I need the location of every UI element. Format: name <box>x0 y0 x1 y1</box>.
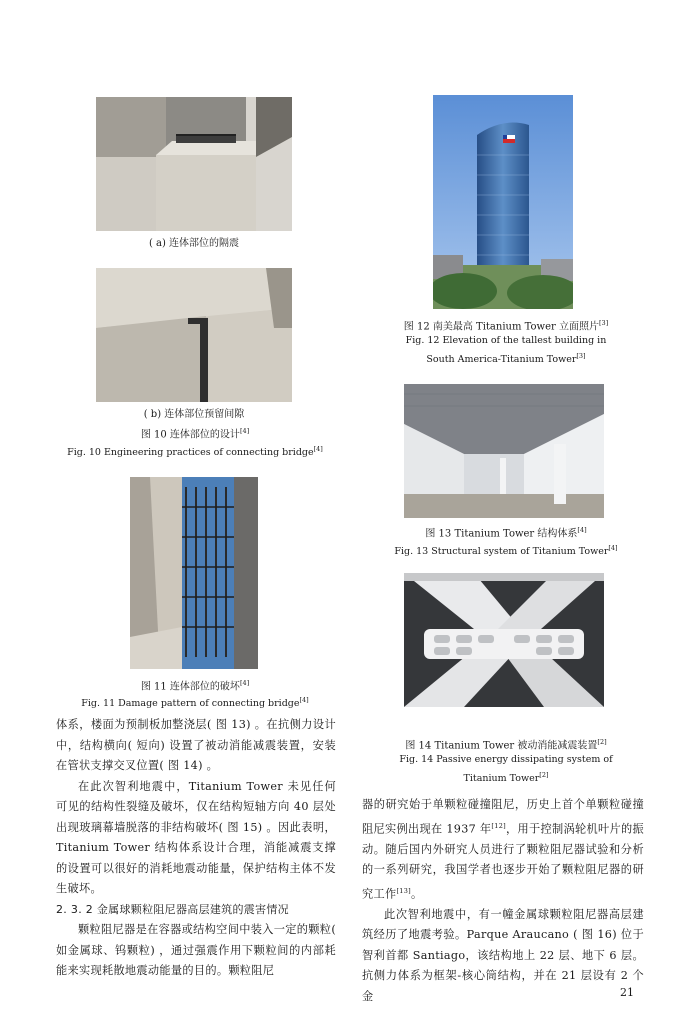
fig10a-caption: ( a) 连体部位的隔震 <box>148 238 240 249</box>
section-heading-2-3-2: 2. 3. 2 金属球颗粒阻尼器高层建筑的震害情况 <box>56 902 289 916</box>
right-paragraph-1: 器的研究始于单颗粒碰撞阻尼，历史上首个单颗粒碰撞阻尼实例出现在 1937 年[12]，用于控制涡轮机叶片的振动。随后国内外研究人员进行了颗粒阻尼器试验和分析的一系列研究，我国学者也逐步开始了颗粒阻尼器的研究工作[13]。 <box>362 798 644 901</box>
fig10-title-zh: 图 10 连体部位的设计[4] <box>140 427 250 441</box>
fig12-title-en-line1: Fig. 12 Elevation of the tallest building in <box>405 335 607 346</box>
fig10b-caption: ( b) 连体部位预留间隙 <box>143 409 245 420</box>
right-column-text <box>362 795 644 1007</box>
fig12-title-en-line2: South America-Titanium Tower[3] <box>426 352 586 366</box>
fig14-title-en-line1: Fig. 14 Passive energy dissipating system of <box>399 754 613 765</box>
left-column-text <box>56 715 336 982</box>
fig14-title-zh: 图 14 Titanium Tower 被动消能减震装置[2] <box>405 738 607 752</box>
fig11-title-en: Fig. 11 Damage pattern of connecting bridge[4] <box>81 696 309 710</box>
left-paragraph-3: 颗粒阻尼器是在容器或结构空间中装入一定的颗粒( 如金属球、钨颗粒) ，通过强震作用下颗粒间的内部耗能来实现耗散地震动能量的目的。颗粒阻尼 <box>56 923 336 977</box>
fig10b-photo <box>96 268 292 402</box>
fig13-photo <box>404 384 604 518</box>
fig13-title-en: Fig. 13 Structural system of Titanium Tower[4] <box>394 544 618 558</box>
fig10a-photo <box>96 97 292 231</box>
fig13-title-zh: 图 13 Titanium Tower 结构体系[4] <box>425 526 587 540</box>
fig14-photo <box>404 573 604 707</box>
right-paragraph-2: 此次智利地震中，有一幢金属球颗粒阻尼器高层建筑经历了地震考验。Parque Araucano ( 图 16) 位于智利首都 Santiago，该结构地上 22 层、地下 6 层。抗侧力体系为框架-核心筒结构，并在 21 层设有 2 个金 <box>362 907 644 1003</box>
left-paragraph-2: 在此次智利地震中，Titanium Tower 未见任何可见的结构性裂缝及破坏，仅在结构短轴方向 40 层处出现玻璃幕墙脱落的非结构破坏( 图 15) 。因此表明，Titanium Tower 结构体系设计合理，消能减震支撑的设置可以很好的消耗地震动能量，保护结构主体不发生破坏。 <box>56 779 336 895</box>
page-number: 21 <box>620 986 634 999</box>
fig10-title-en: Fig. 10 Engineering practices of connecting bridge[4] <box>67 445 323 459</box>
fig12-photo <box>433 95 573 309</box>
fig11-title-zh: 图 11 连体部位的破坏[4] <box>140 679 250 693</box>
fig11-photo <box>130 477 258 669</box>
fig12-title-zh: 图 12 南美最高 Titanium Tower 立面照片[3] <box>403 319 609 333</box>
fig14-title-en-line2: Titanium Tower[2] <box>463 771 549 785</box>
left-paragraph-1: 体系，楼面为预制板加整浇层( 图 13) 。在抗侧力设计中，结构横向( 短向) 设置了被动消能减震装置，安装在管状支撑交叉位置( 图 14) 。 <box>56 718 336 772</box>
